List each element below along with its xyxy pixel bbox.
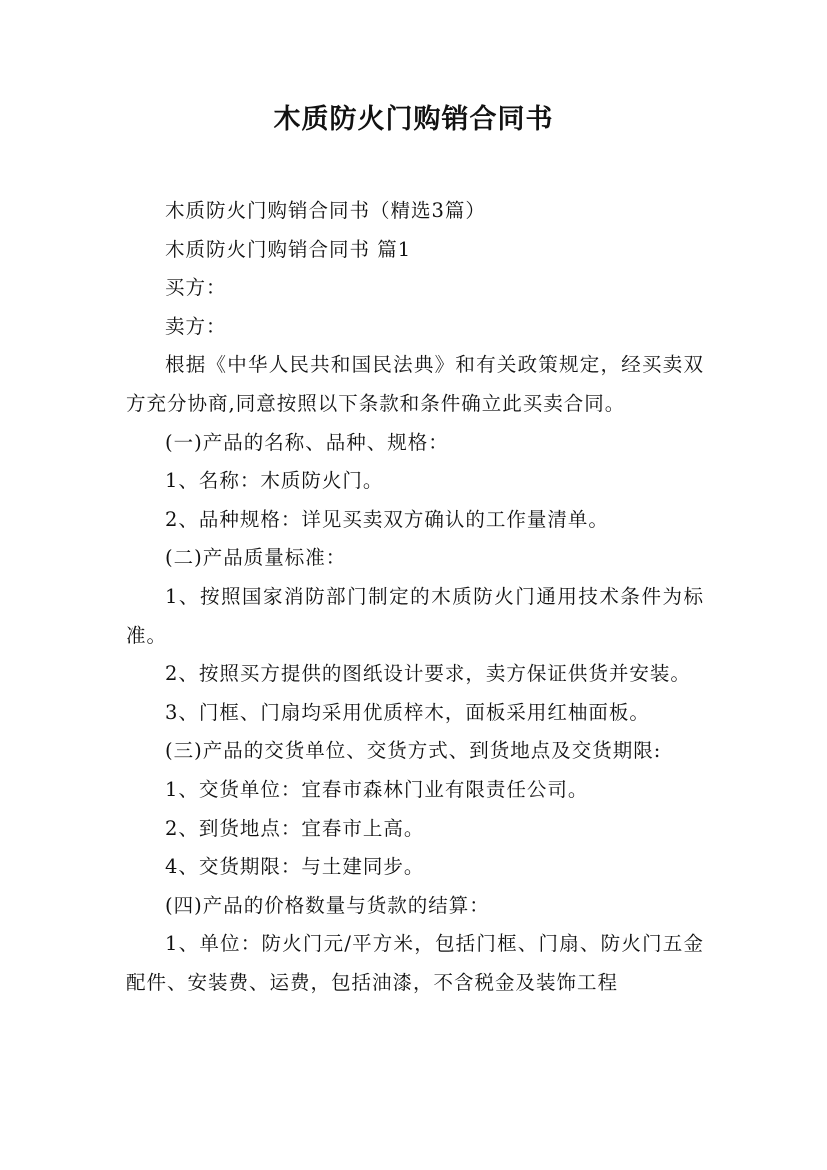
paragraph-clause-2-item-1: 1、按照国家消防部门制定的木质防火门通用技术条件为标准。 [126, 584, 704, 647]
paragraph-clause-1-heading: (一)产品的名称、品种、规格： [165, 430, 449, 454]
paragraph-clause-3-item-1: 1、交货单位：宜春市森林门业有限责任公司。 [165, 777, 589, 801]
paragraph-section-heading: 木质防火门购销合同书 篇1 [165, 237, 412, 261]
paragraph-clause-4-item-1: 1、单位：防火门元/平方米，包括门框、门扇、防火门五金配件、安装费、运费，包括油漆，不含税金及装饰工程 [126, 932, 704, 994]
paragraph-clause-2-heading: (二)产品质量标准： [165, 546, 347, 570]
document-title: 木质防火门购销合同书 [273, 104, 554, 135]
document-body [126, 192, 704, 1002]
paragraph-clause-1-item-2: 2、品种规格：详见买卖双方确认的工作量清单。 [165, 507, 609, 531]
paragraph-buyer: 买方： [165, 276, 227, 300]
paragraph-clause-3-heading: (三)产品的交货单位、交货方式、到货地点及交货期限: [165, 739, 662, 763]
paragraph-clause-2-item-2: 2、按照买方提供的图纸设计要求，卖方保证供货并安装。 [165, 662, 691, 686]
paragraph-subtitle: 木质防火门购销合同书（精选3篇） [165, 199, 486, 222]
paragraph-clause-1-item-1: 1、名称：木质防火门。 [165, 469, 384, 493]
paragraph-clause-3-item-4: 4、交货期限：与土建同步。 [165, 855, 425, 879]
paragraph-seller: 卖方： [165, 314, 227, 338]
paragraph-clause-3-item-2: 2、到货地点：宜春市上高。 [165, 816, 425, 840]
paragraph-clause-2-item-3: 3、门框、门扇均采用优质梓木，面板采用红柚面板。 [165, 700, 650, 724]
paragraph-preamble: 根据《中华人民共和国民法典》和有关政策规定，经买卖双方充分协商,同意按照以下条款和条件确立此买卖合同。 [126, 353, 704, 415]
paragraph-clause-4-heading: (四)产品的价格数量与货款的结算： [165, 893, 490, 917]
